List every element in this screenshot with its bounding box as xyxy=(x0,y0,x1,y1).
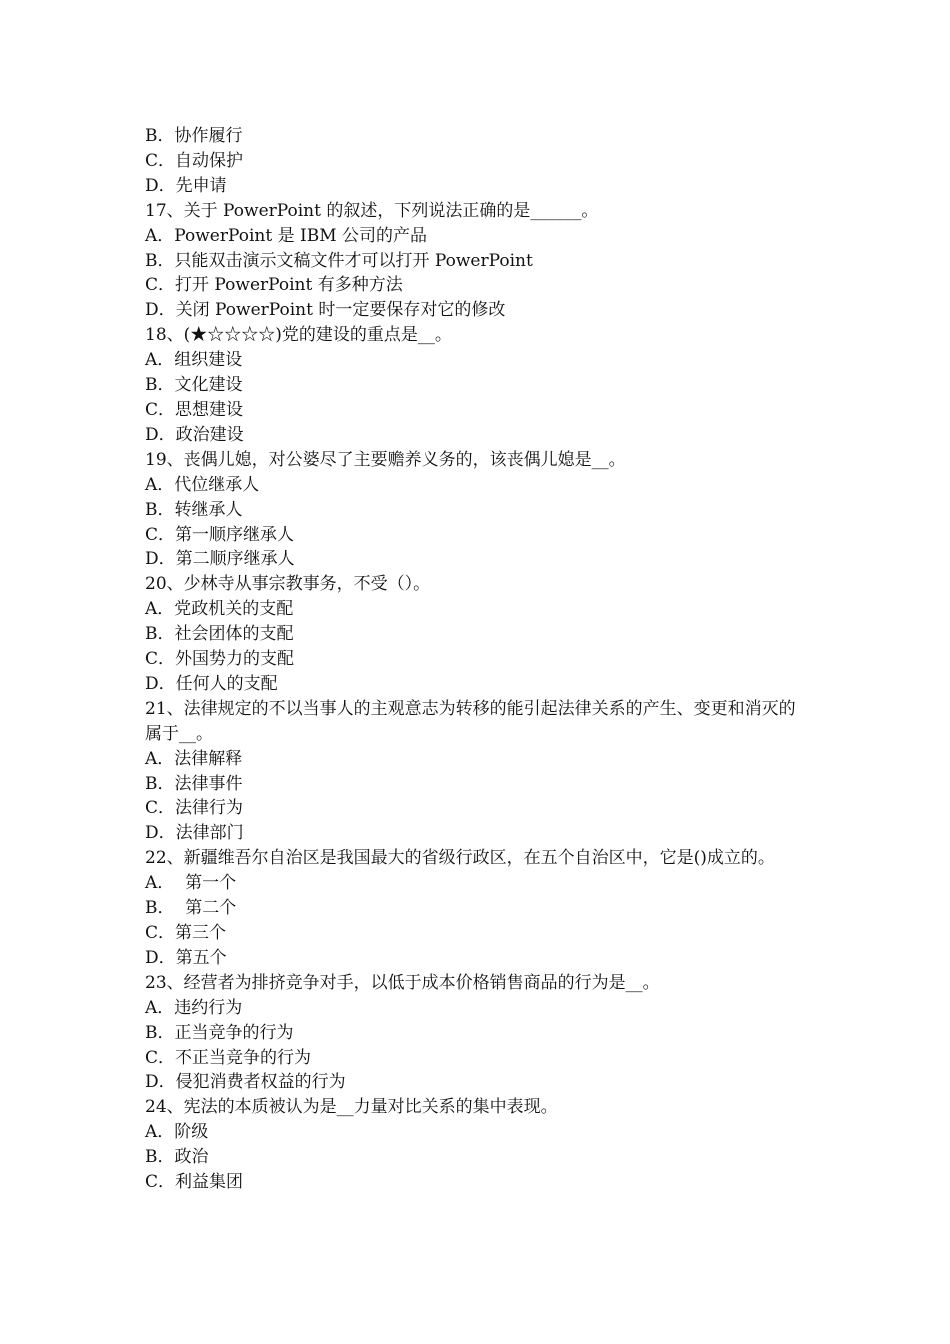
answer-option: D．先申请 xyxy=(145,175,227,196)
answer-option: B．协作履行 xyxy=(145,126,243,146)
answer-option: C．自动保护 xyxy=(145,150,244,171)
answer-option: A．组织建设 xyxy=(145,350,243,371)
answer-option: C．不正当竞争的行为 xyxy=(145,1047,312,1068)
question-text: 19、丧偶儿媳，对公婆尽了主要赡养义务的，该丧偶儿媳是__。 xyxy=(145,449,626,470)
question-text: 21、法律规定的不以当事人的主观意志为转移的能引起法律关系的产生、变更和消灭的属于__。 xyxy=(145,698,796,744)
answer-option: B．正当竞争的行为 xyxy=(145,1022,294,1043)
answer-option: D．法律部门 xyxy=(145,823,244,844)
answer-option: D．政治建设 xyxy=(145,424,244,445)
answer-option: B．只能双击演示文稿文件才可以打开 PowerPoint xyxy=(145,250,533,271)
answer-option: C．法律行为 xyxy=(145,798,244,819)
question-text: 18、(★☆☆☆☆)党的建设的重点是__。 xyxy=(145,325,452,346)
answer-option: A．代位继承人 xyxy=(145,474,260,495)
answer-option: D．任何人的支配 xyxy=(145,673,278,694)
answer-option: B． 第二个 xyxy=(145,898,237,919)
answer-option: C．第三个 xyxy=(145,923,227,943)
document-page xyxy=(145,124,810,1195)
answer-option: B．社会团体的支配 xyxy=(145,624,294,645)
answer-option: C．第一顺序继承人 xyxy=(145,524,295,545)
answer-option: B．文化建设 xyxy=(145,375,243,396)
answer-option: C．利益集团 xyxy=(145,1172,244,1193)
answer-option: D．第五个 xyxy=(145,947,227,968)
question-text: 24、宪法的本质被认为是__力量对比关系的集中表现。 xyxy=(145,1097,558,1118)
answer-option: A． 第一个 xyxy=(145,873,237,894)
answer-option: D．关闭 PowerPoint 时一定要保存对它的修改 xyxy=(145,300,506,321)
answer-option: A．党政机关的支配 xyxy=(145,599,294,620)
answer-option: A．阶级 xyxy=(145,1122,209,1143)
question-text: 20、少林寺从事宗教事务，不受（）。 xyxy=(145,574,431,595)
answer-option: C．外国势力的支配 xyxy=(145,649,295,670)
answer-option: D．第二顺序继承人 xyxy=(145,549,295,570)
answer-option: B．转继承人 xyxy=(145,499,243,520)
answer-option: A．违约行为 xyxy=(145,997,243,1018)
answer-option: B．政治 xyxy=(145,1147,209,1168)
answer-option: C．打开 PowerPoint 有多种方法 xyxy=(145,275,403,296)
answer-option: C．思想建设 xyxy=(145,399,244,420)
question-text: 23、经营者为排挤竞争对手，以低于成本价格销售商品的行为是__。 xyxy=(145,972,660,993)
question-text: 17、关于 PowerPoint 的叙述，下列说法正确的是______。 xyxy=(145,200,599,221)
question-text: 22、新疆维吾尔自治区是我国最大的省级行政区，在五个自治区中，它是()成立的。 xyxy=(145,848,775,869)
answer-option: D．侵犯消费者权益的行为 xyxy=(145,1072,346,1093)
answer-option: A．PowerPoint 是 IBM 公司的产品 xyxy=(145,225,428,246)
answer-option: B．法律事件 xyxy=(145,773,243,794)
answer-option: A．法律解释 xyxy=(145,748,243,769)
